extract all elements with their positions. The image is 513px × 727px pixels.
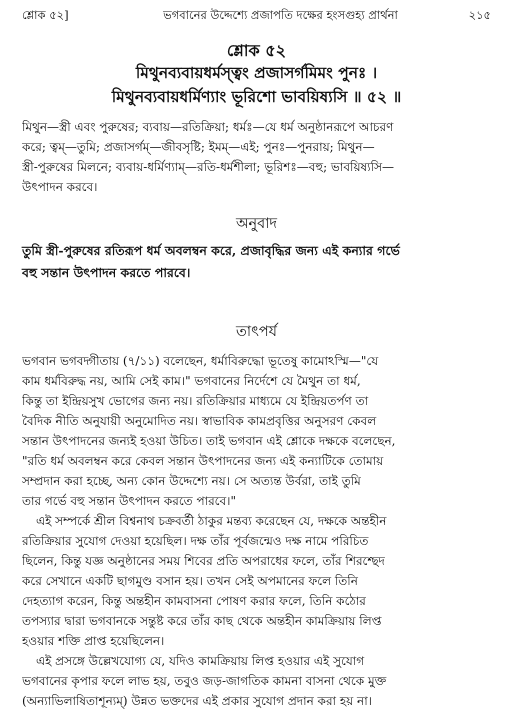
- purport-line: সন্তান উৎপাদনের জন্যই হওয়া উচিত। তাই ভগবান এই শ্লোকে দক্ষকে বলেছেন,: [22, 434, 396, 448]
- synonyms-line: করে; ত্বম্—তুমি; প্রজাসর্গম্—জীবসৃষ্টি; ইমম্—এই; পুনঃ—পুনরায়; মিথুন—: [22, 140, 375, 154]
- purport-line: বৈদিক নীতি অনুযায়ী অনুমোদিত নয়। স্বাভাবিক কামপ্রবৃত্তির অনুসরণ কেবল: [22, 414, 377, 428]
- purport-text: [22, 351, 491, 711]
- purport-line: "রতি ধর্ম অবলম্বন করে কেবল সন্তান উৎপাদনের জন্য এই কন্যাটিকে তোমায়: [22, 454, 384, 468]
- purport-line: তার গর্ভে বহু সন্তান উৎপাদন করতে পারবে।": [22, 494, 236, 508]
- verse-title: শ্লোক ৫২: [226, 41, 287, 60]
- purport-line: দেহত্যাগ করেন, কিন্তু অন্তহীন কামবাসনা পোষণ করার ফলে, তিনি কঠোর: [22, 594, 366, 608]
- purport-line: এই সম্পর্কে শ্রীল বিশ্বনাথ চক্রবর্তী ঠাকুর মন্তব্য করেছেন যে, দক্ষকে অন্তহীন: [36, 514, 387, 528]
- translation-heading: অনুবাদ: [235, 216, 278, 232]
- synonyms-block: [22, 117, 491, 197]
- purport-line: এই প্রসঙ্গে উল্লেখযোগ্য যে, যদিও কামক্রিয়ায় লিপ্ত হওয়ার এই সুযোগ: [36, 654, 365, 668]
- purport-line: কাম ধর্মবিরুদ্ধ নয়, আমি সেই কাম।" ভগবানের নির্দেশে যে মৈথুন তা ধর্ম,: [22, 374, 361, 388]
- synonyms-line: মিথুন—স্ত্রী এবং পুরুষের; ব্যবায়—রতিক্রিয়া; ধর্মঃ—যে ধর্ম অনুষ্ঠানরূপে আচরণ: [22, 120, 394, 134]
- purport-line: রতিক্রিয়ার সুযোগ দেওয়া হয়েছিল। দক্ষ তাঁর পূর্বজন্মেও দক্ষ নামে পরিচিত: [22, 534, 369, 548]
- purport-line: কিন্তু তা ইন্দ্রিয়সুখ ভোগের জন্য নয়। রতিক্রিয়ার মাধ্যমে যে ইন্দ্রিয়তর্পণ তা: [22, 394, 369, 408]
- purport-line: ছিলেন, কিন্তু যজ্ঞ অনুষ্ঠানের সময় শিবের প্রতি অপরাধের ফলে, তাঁর শিরশ্ছেদ: [22, 554, 385, 568]
- translation-line: তুমি স্ত্রী-পুরুষের রতিরূপ ধর্ম অবলম্বন করে, প্রজাবৃদ্ধির জন্য এই কন্যার গর্ভে: [22, 243, 400, 258]
- translation-text: [22, 240, 491, 284]
- purport-line: ভগবান ভগবদ্গীতায় (৭/১১) বলেছেন, ধর্মাবিরুদ্ধো ভূতেষু কামোঽস্মি—"যে: [22, 354, 379, 368]
- purport-line: সম্প্রদান করা হচ্ছে, অন্য কোন উদ্দেশ্যে নয়। সে অত্যন্ত উর্বরা, তাই তুমি: [22, 474, 361, 488]
- purport-line: করে সেখানে একটি ছাগমুণ্ড বসান হয়। তখন সেই অপমানের ফলে তিনি: [22, 574, 358, 588]
- sanskrit-line-1: মিথুনব্যবায়ধর্মস্ত্বং প্রজাসর্গমিমং পুনঃ ।: [135, 63, 378, 82]
- synonyms-line: উৎপাদন করবে।: [22, 180, 98, 194]
- header-chapter-title: ভগবানের উদ্দেশ্যে প্রজাপতি দক্ষের হংসগুহ্য প্রার্থনা: [163, 7, 398, 22]
- purport-line: ভগবানের কৃপার ফলে লাভ হয়, তবুও জড়-জাগতিক কামনা বাসনা থেকে মুক্ত: [22, 674, 387, 688]
- header-verse-ref: শ্লোক ৫২]: [22, 7, 69, 22]
- synonyms-line: স্ত্রী-পুরুষের মিলনে; ব্যবায়-ধর্মিণ্যাম্—রতি-ধর্মশীলা; ভূরিশঃ—বহু; ভাবয়িষ্যসি—: [22, 160, 394, 174]
- purport-line: তপস্যার দ্বারা ভগবানকে সন্তুষ্ট করে তাঁর কাছ থেকে অন্তহীন কামক্রিয়ায় লিপ্ত: [22, 614, 382, 628]
- sanskrit-line-2: মিথুনব্যবায়ধর্মিণ্যাং ভূরিশো ভাবয়িষ্যসি ॥ ৫২ ॥: [111, 87, 402, 106]
- running-header: [22, 6, 491, 26]
- page-number: ২১৫: [468, 7, 491, 22]
- translation-line: বহু সন্তান উৎপাদন করতে পারবে।: [22, 265, 191, 280]
- purport-heading: তাৎপর্য: [235, 324, 278, 340]
- purport-line: (অন্যাভিলাষিতাশূন্যম্) উন্নত ভক্তদের এই প্রকার সুযোগ প্রদান করা হয় না।: [22, 694, 372, 708]
- purport-line: হওয়ার শক্তি প্রাপ্ত হয়েছিলেন।: [22, 634, 165, 648]
